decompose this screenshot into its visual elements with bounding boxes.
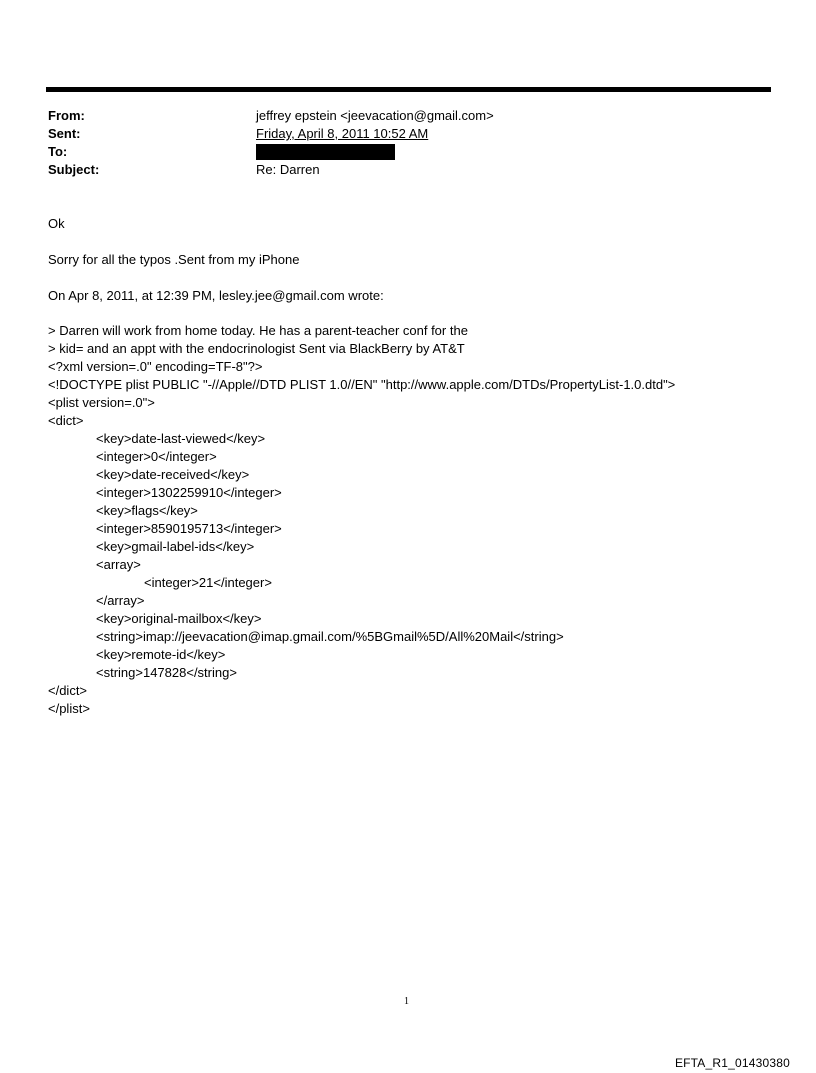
plist-line: <key>flags</key> [96, 503, 198, 518]
quote-attribution: On Apr 8, 2011, at 12:39 PM, lesley.jee@gmail.com wrote: [48, 288, 384, 303]
plist-line: <array> [96, 557, 141, 572]
plist-line: </dict> [48, 683, 88, 698]
plist-line: <plist version=.0"> [48, 395, 155, 410]
sent-value: Friday, April 8, 2011 10:52 AM [256, 126, 429, 141]
plist-line: <integer>21</integer> [144, 575, 272, 590]
plist-line: <string>imap://jeevacation@imap.gmail.com/%5BGmail%5D/All%20Mail</string> [96, 629, 564, 644]
signature-text: Sorry for all the typos .Sent from my iPhone [48, 252, 300, 267]
quoted-line: > Darren will work from home today. He has a parent-teacher conf for the [48, 323, 468, 338]
subject-value: Re: Darren [256, 162, 320, 177]
bates-number: EFTA_R1_01430380 [674, 1056, 790, 1070]
plist-line: <key>gmail-label-ids</key> [96, 539, 255, 554]
redaction-box [256, 144, 395, 160]
plist-line: </plist> [48, 701, 90, 716]
plist-line: <key>date-last-viewed</key> [96, 431, 266, 446]
page-number: 1 [404, 996, 409, 1007]
plist-line: <key>remote-id</key> [96, 647, 226, 662]
plist-line: <key>date-received</key> [96, 467, 250, 482]
from-value: jeffrey epstein <jeevacation@gmail.com> [256, 108, 494, 123]
plist-line: <?xml version=.0" encoding=TF-8"?> [48, 359, 263, 374]
header-divider [46, 87, 771, 92]
to-label: To: [48, 144, 68, 159]
from-label: From: [48, 108, 85, 123]
plist-line: <integer>8590195713</integer> [96, 521, 282, 536]
plist-line: <integer>0</integer> [96, 449, 217, 464]
plist-line: <integer>1302259910</integer> [96, 485, 282, 500]
quoted-line: > kid= and an appt with the endocrinologist Sent via BlackBerry by AT&T [48, 341, 465, 356]
subject-label: Subject: [48, 162, 100, 177]
sent-label: Sent: [48, 126, 81, 141]
plist-line: <string>147828</string> [96, 665, 237, 680]
plist-line: <key>original-mailbox</key> [96, 611, 262, 626]
plist-line: <dict> [48, 413, 84, 428]
plist-line: <!DOCTYPE plist PUBLIC "-//Apple//DTD PLIST 1.0//EN" "http://www.apple.com/DTDs/PropertyList-1.0.dtd"> [48, 377, 676, 392]
reply-text: Ok [48, 216, 65, 231]
plist-line: </array> [96, 593, 145, 608]
